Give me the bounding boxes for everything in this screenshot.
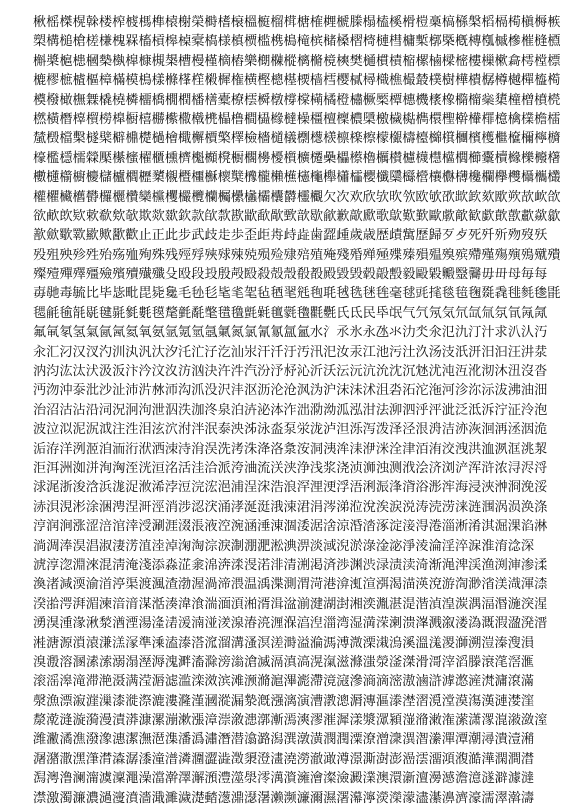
glyph-row: 波泣泤泥泦泧注泩泪泫泬泭泮泯泰泱泲泳泴泵泶泷泸泹泺泻泼泽泾泿洀洁洂洃洄洅洆洇洈 — [33, 422, 548, 438]
glyph-row: 洉洊洋洌洍洎洏洐洑洒洓洔洕洖洗洘洙洚洛洜洝洞洟洠洡洢洣洤津洦洧洨洩洪洫洬洭洮洯 — [33, 441, 548, 457]
glyph-row: 治沼沽沾沿泀況泂泃泄泅泆泇泈泉泊泋泌泍泎泏泐泑泒泓泔法泖泗泘泙泚泛泜泝泞泟泠泡 — [33, 402, 548, 418]
glyph-row: 湀湁湂湃湄湅湆湇湈湉湊湋湌湍湎湏湐湑湒湓湔湕湖湗湘湙湚湛湜湝湞湟湠湡湢湣湤湥湦 — [33, 596, 548, 612]
glyph-row: 湧湨湩湪湫湬湭湮湯湰湱湲湳湴湵湶湷湸湹湺湻湼湽湾湿満溁溂溃溄溅溆溇溈溉溊溋溌溍 — [33, 616, 548, 632]
glyph-row: 漀漁漂漃漄漅漆漇漈漉漊漋漌漍漎漏漐漑漒漓演漕漖漗漘漙漚漛漜漝漞漟漠漡漢漣漤漥 — [33, 693, 535, 709]
glyph-row: 涥润涧涨涩涪涫涬涭涮涯涰涱液涳涴涵涶涷涸涹涺涻涼涽涾涿淀淁淂淃淄淅淆淇淈淉淊淋 — [33, 519, 548, 535]
glyph-row: 櫢櫣櫤櫥櫦櫧櫨櫩櫪櫫櫬櫭櫮櫯櫰櫱櫲櫳櫴櫵櫶櫷櫸櫹櫺櫻櫼櫽櫾櫿欀欁欂欃欄欅欆欇欈欉 — [33, 170, 561, 186]
glyph-row: 淲淳淴淵淶混淸淹淺添淼淽淾淿渀渁渂渃渄清渆渇済渉渊渋渌渍渎渏渐渑渒渓渔渕渖渗渘 — [33, 557, 548, 573]
glyph-grid — [33, 13, 563, 808]
glyph-row: 樚樛樜樝樞樟樠模樢樣樤樥樦樧樨権横樫樬樭樮樯樰樱樲樳樴樵樶樷樸樹樺樻樼樽樾樿橀橁 — [33, 73, 561, 89]
glyph-row: 渙渚減渜渝渞渟渠渡渢渣渤渥渦渧渨温渪渫測渭渮港渰渱渲渳渴渵渶渷游渹渺渻渼渽渾渿 — [33, 577, 548, 593]
glyph-row: 權欋欌欍欎欏欐欑欒欓欔欕欖欗欘欙欚欛欜欝欞欟欠次欢欣欤欥欦欧欨欩欪欫欬欭欮欯欰欱 — [33, 189, 561, 205]
glyph-row: 欲欳欴欵欶欷欸欹欺欻欼欽款欿歀歁歂歃歄歅歆歇歈歉歊歋歌歍歎歏歐歑歒歓歔歕歖歗歘歙 — [33, 208, 561, 224]
glyph-row: 殩殪殫殬殭殮殯殰殱殲殳殴段殶殷殸殹殺殻殼殽殾殿毀毁毂毃毄毅毆毇毈毉毊毋毌母毎每 — [33, 267, 548, 283]
glyph-row: 毐毑毒毓比毕毖毗毘毙毚毛毜毝毞毟毠毡毢毣毤毥毦毧毨毩毪毫毬毭毮毯毰毱毲毳毴毵毶毷 — [33, 286, 561, 302]
glyph-row: 澿激濁濂濃濄濅濆濇濈濉濊濋濌濍濎濏濐濑濒濓濔濕濖濗濘濙濚濛濜濝濞濟濠濡濢濣濤 — [33, 790, 535, 806]
glyph-row: 漦漧漨漩漪漫漬漭漮漯漰漱漲漳漴漵漶漷漸漹漺漻漼漽漾漿潀潁潂潃潄潅潆潇潈潉潊潋潌 — [33, 713, 548, 729]
glyph-row: 洰洱洲洳洴洵洶洷洸洹洺活洼洽派洿浀流浂浃浄浅浆浇浈浉浊测浌浍济浏浐浑浒浓浔浕浖 — [33, 460, 548, 476]
glyph-row: 檒檓檔檕檖檗檘檙檚檛檜檝檞檟檠檡檢檣檤檥檦檧檨檩檪檫檬檭檮檯檰檱檲檳檴檵檶檷檸檹 — [33, 131, 561, 147]
glyph-row: 歚歛歜歝歞歟歠歡止正此步武歧歨歩歪歫歬歭歮歯歰歱歲歳歴歵歶歷歸歹歺死歼歽歾歿殀 — [33, 228, 548, 244]
glyph-row: 檺檻檼檽檾檿櫀櫁櫂櫃櫄櫅櫆櫇櫈櫉櫊櫋櫌櫍櫎櫏櫐櫑櫒櫓櫔櫕櫖櫗櫘櫙櫚櫛櫜櫝櫞櫟櫠櫡 — [33, 150, 561, 166]
glyph-row: 槊構槌槍槎槏槐槑槒槓槔槕槖槗様槙槚槛槜槝槞槟槠槡槢槣槤槥槦槧槨槩槪槫槬槭槮槯槰槱 — [33, 34, 561, 50]
glyph-row: 溎溏源溑溒溓溔溕準溗溘溙溚溛溜溝溞溟溠溡溢溣溤溥溦溧溨溩溪溫溬溭溮溯溰溱溲溳 — [33, 635, 535, 651]
glyph-row: 汆汇汈汉汊汋汌汍汎汏汐汑汒汓汔汕汖汗汘汙汚汛汜汝汞江池污汢汣汤汥汦汧汨汩汪汫汬 — [33, 344, 548, 360]
glyph-row: 浾浿涀涁涂涃涄涅涆涇消涉涊涋涌涍涎涏涐涑涒涓涔涕涖涗涘涙涚涛涜涝涞涟涠涡涢涣涤 — [33, 499, 548, 515]
glyph-row: 沔沕沖沗沘沙沚沛沜沝沞沟沠没沢沣沤沥沦沧沨沩沪沫沬沭沮沯沰沱沲河沴沵沶沷沸油沺 — [33, 383, 548, 399]
glyph-row: 楸榣榤榥榦楼榨榩榪榫榬榭榮榯榰榱榲榳榴榵榶榷榸榹榺榻榼榽榾榿槀槁槂槃槄槅槆槇槈槉 — [33, 15, 561, 30]
glyph-row: 淌淍淎淏淐淑淒淓淔淕淖淗淘淙淚淛淜淝淞淟淠淡淢淣淤淥淦淧淨淩淪淫淬淭淮淯淰深 — [33, 538, 535, 554]
glyph-row: 殁殂殃殄殅殆殇殈殉殊残殌殍殎殏殐殑殒殓殔殕殖殗殘殙殚殛殜殝殞殟殠殡殢殣殤殥殦殧殨 — [33, 247, 561, 263]
glyph-row: 浗浘浙浚浛浜浝浞浟浠浡浢浣浤浥浦浧浨浩浪浫浬浭浮浯浰浱浲浳浴浵浶海浸浹浺浻浼浽 — [33, 480, 548, 496]
glyph-row: 汭汮汯汰汱汲汳汴汵汶汷汸汹決汻汼汽汾汿沀沁沂沃沄沅沆沇沈沉沊沋沌沍沎沏沐沑沒沓 — [33, 364, 548, 380]
glyph-row: 橪橫橬橭橮橯橰橱橲橳橴橵橶橷橸橹橺橻橼橽橾橿檀檁檂檃檄檅檆檇檈檉檊檋檌檍檎檏檐檑 — [33, 111, 561, 127]
glyph-row: 潳潴潵潶潷潸潹潺潻潼潽潾潿澀澁澂澃澄澅澆澇澈澉澊澋澌澍澎澏澐澑澒澓澔澕澖澗澘 — [33, 751, 535, 767]
glyph-row: 氟氠氡氢氣氤氥氦氧氨氩氪氫氬氭氮氯氰氱氲氳水氵氶氷永氹氺氻氼氽氾氿汀汁求汃汄汅 — [33, 325, 548, 341]
glyph-row: 潍潎潏潐潑潒潓潔潕潖潗潘潙潚潛潜潝潞潟潠潡潢潣潤潥潦潧潨潩潪潫潬潭潮潯潰潱潲 — [33, 732, 535, 748]
glyph-row: 橂橃橄橅橆橇橈橉橊橋橌橍橎橏橐橑橒橓橔橕橖橗橘橙橚橛橜橝橞機橠橡橢橣橤橥橦橧橨橩 — [33, 92, 561, 108]
glyph-row: 滚滛滜滝滞滟滠满滢滣滤滥滦滧滨滩滪滫滬滭滮滯滰滱滲滳滴滵滶滷滸滹滺滻滼滽滾滿 — [33, 674, 535, 690]
glyph-row: 溴溵溶溷溸溹溺溻溼溽溾溿滀滁滂滃滄滅滆滇滈滉滊滋滌滍滎滏滐滑滒滓滔滕滖滗滘滙 — [33, 654, 535, 670]
glyph-row: 槲槳槴槵槶槷槸槹槺槻槼槽槾槿樀樁樂樃樄樅樆樇樈樉樊樋樌樍樎樏樐樑樒樓樔樕樖樗樘標 — [33, 53, 561, 69]
glyph-row: 毸毹毺毻毼毽毾毿氀氁氂氃氄氅氆氇氈氉氊氋氌氍氎氏氐民氒氓气氕氖気氘氙氚氛氜氝氞 — [33, 305, 548, 321]
glyph-row: 澙澚澛澜澝澞澟澠澡澢澣澤澥澦澧澨澩澪澫澬澭澮澯澰澱澲澳澴澵澶澷澸澹澺澻澼澽澾 — [33, 771, 535, 787]
